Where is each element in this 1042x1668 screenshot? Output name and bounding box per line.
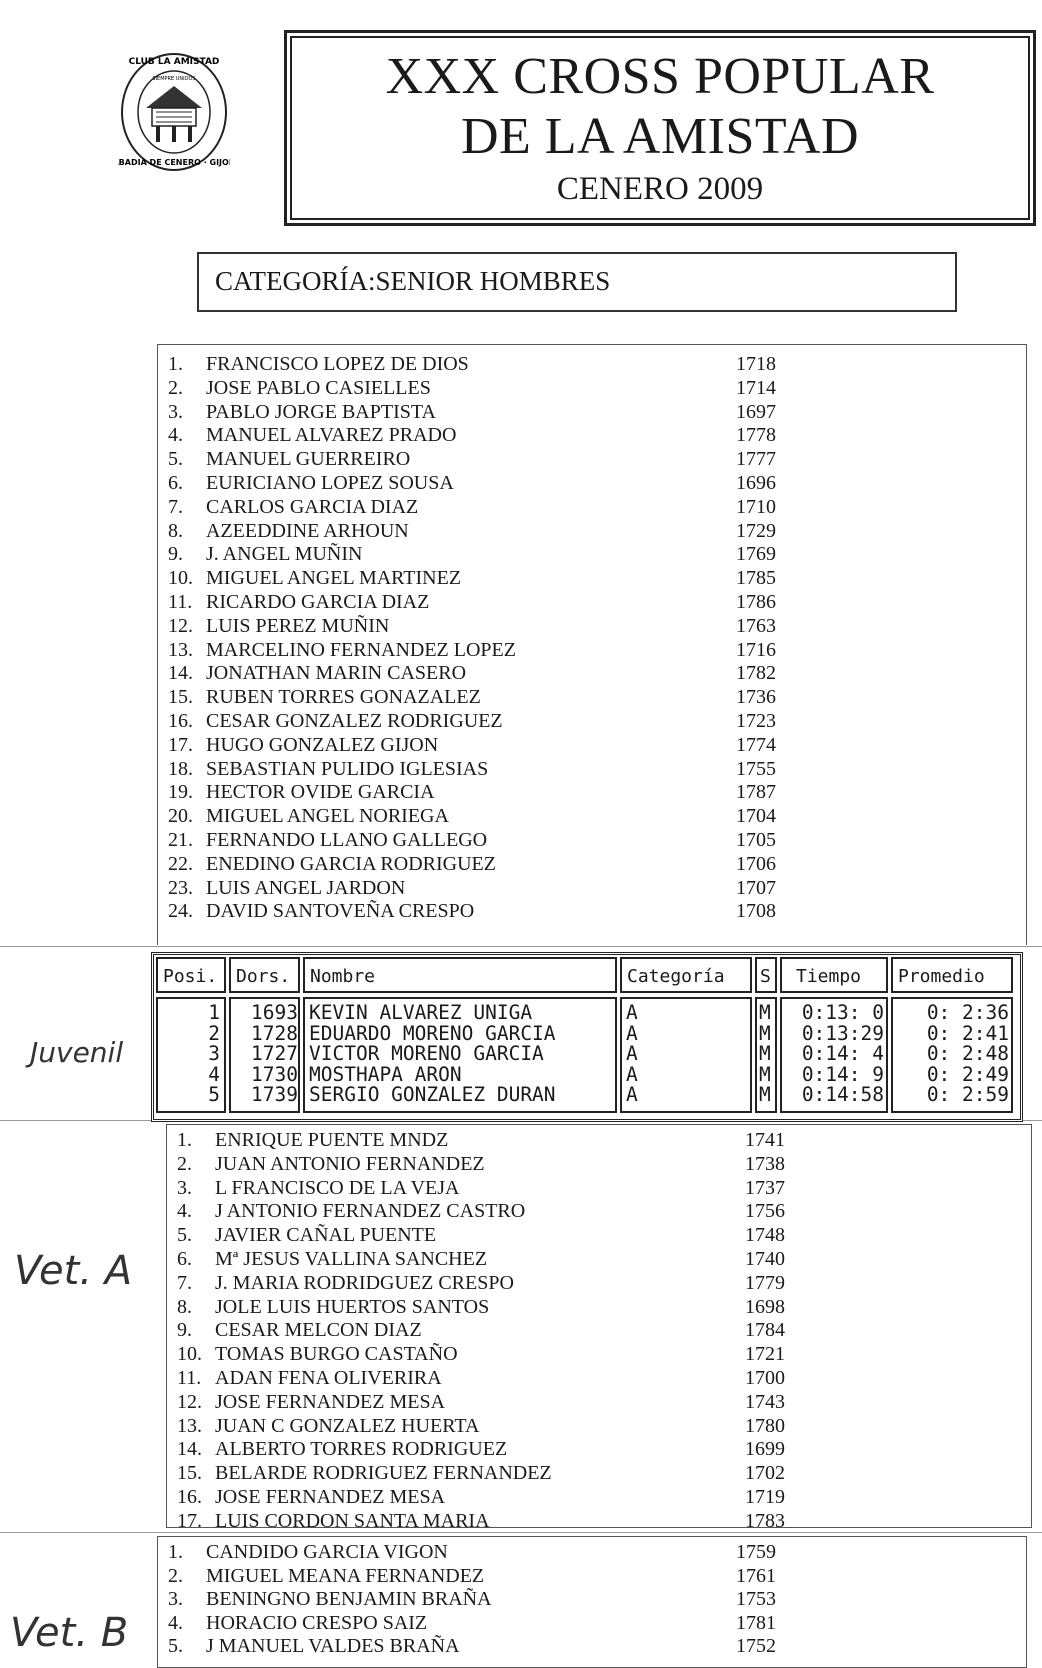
juvenil-bib: 1727 xyxy=(251,1042,298,1065)
senior-results-list xyxy=(157,344,1027,945)
club-logo xyxy=(118,50,230,174)
runner-name: ENEDINO GARCIA RODRIGUEZ xyxy=(206,852,496,875)
runner-name: JOSE PABLO CASIELLES xyxy=(206,376,431,399)
bib-number: 1777 xyxy=(736,448,776,471)
position-number: 9. xyxy=(168,543,183,566)
runner-name: BENINGNO BENJAMIN BRAÑA xyxy=(206,1588,492,1610)
runner-name: J MANUEL VALDES BRAÑA xyxy=(206,1635,460,1657)
title-date-line: CENERO 2009 xyxy=(556,171,764,207)
juvenil-position: 2 xyxy=(208,1021,220,1045)
position-number: 12. xyxy=(177,1390,202,1413)
position-number: 5. xyxy=(177,1224,192,1247)
runner-name: Mª JESUS VALLINA SANCHEZ xyxy=(215,1248,488,1270)
list-row xyxy=(158,543,1026,567)
svg-text:ABADIA DE CENERO · GIJON: ABADIA DE CENERO · GIJON xyxy=(118,158,230,167)
veta-results-list xyxy=(166,1124,1032,1528)
list-row xyxy=(167,1153,1031,1177)
juvenil-bib: 1730 xyxy=(251,1062,298,1086)
bib-number: 1741 xyxy=(745,1129,785,1151)
position-number: 10. xyxy=(177,1343,202,1366)
paper-strip-edge xyxy=(0,1532,1042,1533)
runner-name: JUAN C GONZALEZ HUERTA xyxy=(215,1414,480,1437)
juvenil-runner-name: MOSTHAPA ARON xyxy=(309,1062,462,1086)
category-box xyxy=(197,252,957,312)
list-row xyxy=(167,1248,1031,1272)
position-number: 3. xyxy=(177,1176,192,1199)
runner-name: L FRANCISCO DE LA VEJA xyxy=(215,1176,460,1199)
runner-name: JOSE FERNANDEZ MESA xyxy=(215,1390,446,1413)
position-number: 22. xyxy=(168,852,193,875)
runner-name: HORACIO CRESPO SAIZ xyxy=(206,1611,428,1634)
position-number: 4. xyxy=(168,424,183,447)
bib-number: 1729 xyxy=(736,519,776,542)
bib-number: 1783 xyxy=(745,1509,785,1528)
position-number: 14. xyxy=(177,1438,202,1461)
position-number: 15. xyxy=(177,1462,202,1485)
juvenil-category: A xyxy=(626,1083,638,1106)
position-number: 6. xyxy=(168,472,183,494)
position-number: 16. xyxy=(168,710,193,732)
position-number: 11. xyxy=(177,1367,202,1389)
list-row xyxy=(158,805,1026,829)
juvenil-bib: 1739 xyxy=(251,1083,298,1106)
bib-number: 1718 xyxy=(736,353,776,375)
juvenil-category: A xyxy=(626,1021,638,1045)
runner-name: JONATHAN MARIN CASERO xyxy=(206,662,467,685)
bib-number: 1699 xyxy=(745,1438,785,1461)
runner-name: JAVIER CAÑAL PUENTE xyxy=(215,1224,437,1247)
list-row xyxy=(158,401,1026,425)
list-row xyxy=(158,1541,1026,1565)
position-number: 23. xyxy=(168,876,193,899)
header-categoria: Categoría xyxy=(620,957,752,993)
list-row xyxy=(158,472,1026,496)
list-row xyxy=(167,1296,1031,1320)
list-row xyxy=(158,734,1026,758)
juvenil-average: 0: 2:41 xyxy=(926,1021,1009,1045)
bib-number: 1714 xyxy=(736,376,776,399)
position-number: 9. xyxy=(177,1319,192,1342)
bib-number: 1787 xyxy=(736,781,776,804)
bib-number: 1705 xyxy=(736,829,776,851)
category-label: CATEGORÍA:SENIOR HOMBRES xyxy=(215,266,611,296)
bib-number: 1761 xyxy=(736,1564,776,1587)
paper-strip-edge xyxy=(0,946,1042,947)
list-row xyxy=(158,781,1026,805)
juvenil-time: 0:14: 4 xyxy=(801,1042,884,1065)
runner-name: LUIS ANGEL JARDON xyxy=(206,876,406,899)
position-number: 2. xyxy=(168,1564,183,1587)
bib-number: 1781 xyxy=(736,1611,776,1634)
list-row xyxy=(158,710,1026,734)
position-number: 13. xyxy=(168,638,193,661)
list-row xyxy=(158,900,1026,924)
list-row xyxy=(167,1177,1031,1201)
list-row xyxy=(158,877,1026,901)
position-number: 14. xyxy=(168,662,193,685)
position-number: 15. xyxy=(168,686,193,709)
bib-number: 1704 xyxy=(736,805,776,828)
bib-number: 1755 xyxy=(736,757,776,780)
list-row xyxy=(167,1200,1031,1224)
header-dors: Dors. xyxy=(229,957,300,993)
bib-number: 1737 xyxy=(745,1176,785,1199)
runner-name: PABLO JORGE BAPTISTA xyxy=(206,400,436,423)
position-number: 6. xyxy=(177,1248,192,1270)
runner-name: LUIS PEREZ MUÑIN xyxy=(206,614,390,637)
juvenil-average: 0: 2:36 xyxy=(926,1001,1009,1024)
handwritten-veta-label: Vet. A xyxy=(14,1248,133,1294)
juvenil-position: 1 xyxy=(208,1001,220,1024)
runner-name: SEBASTIAN PULIDO IGLESIAS xyxy=(206,757,489,780)
juvenil-time: 0:14: 9 xyxy=(801,1062,884,1086)
juvenil-average: 0: 2:49 xyxy=(926,1062,1009,1086)
position-number: 4. xyxy=(168,1611,183,1634)
bib-number: 1780 xyxy=(745,1414,785,1437)
juvenil-average: 0: 2:48 xyxy=(926,1042,1009,1065)
runner-name: HECTOR OVIDE GARCIA xyxy=(206,781,435,804)
position-number: 2. xyxy=(177,1152,192,1175)
juvenil-runner-name: KEVIN ALVAREZ UNIGA xyxy=(309,1001,533,1024)
juvenil-position: 3 xyxy=(208,1042,220,1065)
list-row xyxy=(158,1635,1026,1659)
bib-number: 1752 xyxy=(736,1635,776,1657)
position-number: 3. xyxy=(168,1588,183,1610)
list-row xyxy=(158,1565,1026,1589)
runner-name: DAVID SANTOVEÑA CRESPO xyxy=(206,900,475,923)
runner-name: ENRIQUE PUENTE MNDZ xyxy=(215,1129,449,1151)
list-row xyxy=(158,496,1026,520)
position-number: 4. xyxy=(177,1200,192,1223)
list-row xyxy=(167,1510,1031,1528)
position-number: 8. xyxy=(177,1295,192,1318)
juvenil-results-table xyxy=(151,952,1023,1122)
header-sexo: S xyxy=(755,957,777,993)
position-number: 13. xyxy=(177,1414,202,1437)
list-row xyxy=(167,1224,1031,1248)
runner-name: J. MARIA RODRIDGUEZ CRESPO xyxy=(215,1271,514,1294)
runner-name: CESAR GONZALEZ RODRIGUEZ xyxy=(206,710,503,732)
bib-number: 1736 xyxy=(736,686,776,709)
bib-number: 1763 xyxy=(736,614,776,637)
bib-number: 1721 xyxy=(745,1343,785,1366)
runner-name: RICARDO GARCIA DIAZ xyxy=(206,591,430,613)
list-row xyxy=(158,448,1026,472)
header-nombre: Nombre xyxy=(303,957,617,993)
juvenil-category: A xyxy=(626,1001,638,1024)
bib-number: 1697 xyxy=(736,400,776,423)
juvenil-time: 0:13:29 xyxy=(801,1021,884,1045)
svg-text:SIEMPRE UNIDOS: SIEMPRE UNIDOS xyxy=(152,76,196,82)
list-row xyxy=(167,1391,1031,1415)
bib-number: 1723 xyxy=(736,710,776,732)
juvenil-runner-name: VICTOR MORENO GARCIA xyxy=(309,1042,544,1065)
title-line-2: DE LA AMISTAD xyxy=(460,108,860,165)
juvenil-category: A xyxy=(626,1062,638,1086)
title-box xyxy=(284,30,1036,226)
list-row xyxy=(158,567,1026,591)
position-number: 19. xyxy=(168,781,193,804)
juvenil-sex: M xyxy=(759,1021,771,1045)
position-number: 5. xyxy=(168,1635,183,1657)
bib-number: 1740 xyxy=(745,1248,785,1270)
bib-number: 1753 xyxy=(736,1588,776,1610)
header-tiempo: Tiempo xyxy=(780,957,888,993)
bib-number: 1716 xyxy=(736,638,776,661)
juvenil-bib: 1728 xyxy=(251,1021,298,1045)
runner-name: AZEEDDINE ARHOUN xyxy=(206,519,409,542)
list-row xyxy=(167,1462,1031,1486)
position-number: 1. xyxy=(168,353,183,375)
juvenil-position: 4 xyxy=(208,1062,220,1086)
juvenil-bib: 1693 xyxy=(251,1001,298,1024)
list-row xyxy=(167,1415,1031,1439)
runner-name: MARCELINO FERNANDEZ LOPEZ xyxy=(206,638,516,661)
list-row xyxy=(158,639,1026,663)
position-number: 17. xyxy=(168,733,193,756)
bib-number: 1786 xyxy=(736,591,776,613)
header-promedio: Promedio xyxy=(891,957,1013,993)
list-row xyxy=(158,686,1026,710)
position-number: 7. xyxy=(168,495,183,518)
runner-name: CANDIDO GARCIA VIGON xyxy=(206,1541,448,1563)
runner-name: BELARDE RODRIGUEZ FERNANDEZ xyxy=(215,1462,552,1485)
runner-name: MIGUEL ANGEL NORIEGA xyxy=(206,805,449,828)
list-row xyxy=(167,1272,1031,1296)
runner-name: ALBERTO TORRES RODRIGUEZ xyxy=(215,1438,508,1461)
runner-name: LUIS CORDON SANTA MARIA xyxy=(215,1509,490,1528)
bib-number: 1778 xyxy=(736,424,776,447)
list-row xyxy=(167,1343,1031,1367)
list-row xyxy=(158,520,1026,544)
bib-number: 1748 xyxy=(745,1224,785,1247)
position-number: 2. xyxy=(168,376,183,399)
juvenil-sex: M xyxy=(759,1062,771,1086)
bib-number: 1759 xyxy=(736,1541,776,1563)
runner-name: JUAN ANTONIO FERNANDEZ xyxy=(215,1152,485,1175)
list-row xyxy=(158,829,1026,853)
list-row xyxy=(167,1319,1031,1343)
juvenil-runner-name: SERGIO GONZALEZ DURAN xyxy=(309,1083,556,1106)
position-number: 21. xyxy=(168,829,193,851)
juvenil-sex: M xyxy=(759,1001,771,1024)
list-row xyxy=(158,615,1026,639)
bib-number: 1756 xyxy=(745,1200,785,1223)
bib-number: 1784 xyxy=(745,1319,785,1342)
handwritten-vetb-label: Vet. B xyxy=(10,1610,129,1656)
bib-number: 1779 xyxy=(745,1271,785,1294)
position-number: 5. xyxy=(168,448,183,471)
bib-number: 1785 xyxy=(736,567,776,590)
juvenil-average: 0: 2:59 xyxy=(926,1083,1009,1106)
position-number: 1. xyxy=(177,1129,192,1151)
runner-name: JOSE FERNANDEZ MESA xyxy=(215,1486,446,1508)
list-row xyxy=(167,1438,1031,1462)
runner-name: MANUEL GUERREIRO xyxy=(206,448,411,471)
position-number: 18. xyxy=(168,757,193,780)
list-row xyxy=(158,758,1026,782)
runner-name: HUGO GONZALEZ GIJON xyxy=(206,733,439,756)
juvenil-category: A xyxy=(626,1042,638,1065)
svg-text:CLUB LA AMISTAD: CLUB LA AMISTAD xyxy=(128,57,220,67)
runner-name: FRANCISCO LOPEZ DE DIOS xyxy=(206,353,469,375)
position-number: 11. xyxy=(168,591,193,613)
list-row xyxy=(167,1486,1031,1510)
position-number: 16. xyxy=(177,1486,202,1508)
list-row xyxy=(167,1367,1031,1391)
bib-number: 1774 xyxy=(736,733,776,756)
position-number: 17. xyxy=(177,1509,202,1528)
bib-number: 1743 xyxy=(745,1390,785,1413)
runner-name: MANUEL ALVAREZ PRADO xyxy=(206,424,457,447)
juvenil-runner-name: EDUARDO MORENO GARCIA xyxy=(309,1021,556,1045)
bib-number: 1702 xyxy=(745,1462,785,1485)
list-row xyxy=(158,853,1026,877)
runner-name: MIGUEL ANGEL MARTINEZ xyxy=(206,567,462,590)
position-number: 8. xyxy=(168,519,183,542)
runner-name: RUBEN TORRES GONAZALEZ xyxy=(206,686,481,709)
bib-number: 1696 xyxy=(736,472,776,494)
position-number: 12. xyxy=(168,614,193,637)
runner-name: JOLE LUIS HUERTOS SANTOS xyxy=(215,1295,490,1318)
position-number: 1. xyxy=(168,1541,183,1563)
bib-number: 1700 xyxy=(745,1367,785,1389)
list-row xyxy=(158,377,1026,401)
position-number: 7. xyxy=(177,1271,192,1294)
list-row xyxy=(158,1588,1026,1612)
bib-number: 1782 xyxy=(736,662,776,685)
runner-name: ADAN FENA OLIVERIRA xyxy=(215,1367,442,1389)
bib-number: 1738 xyxy=(745,1152,785,1175)
list-row xyxy=(158,1612,1026,1636)
list-row xyxy=(158,424,1026,448)
bib-number: 1769 xyxy=(736,543,776,566)
position-number: 20. xyxy=(168,805,193,828)
handwritten-juvenil-label: Juvenil xyxy=(30,1036,124,1069)
position-number: 10. xyxy=(168,567,193,590)
list-row xyxy=(158,662,1026,686)
bib-number: 1706 xyxy=(736,852,776,875)
runner-name: CESAR MELCON DIAZ xyxy=(215,1319,422,1342)
header-posi: Posi. xyxy=(156,957,226,993)
bib-number: 1707 xyxy=(736,876,776,899)
list-row xyxy=(158,353,1026,377)
runner-name: J ANTONIO FERNANDEZ CASTRO xyxy=(215,1200,526,1223)
juvenil-sex: M xyxy=(759,1042,771,1065)
juvenil-time: 0:13: 0 xyxy=(801,1001,884,1024)
title-line-1: XXX CROSS POPULAR xyxy=(385,48,935,105)
juvenil-sex: M xyxy=(759,1083,771,1106)
runner-name: J. ANGEL MUÑIN xyxy=(206,543,363,566)
vetb-results-list xyxy=(157,1536,1027,1668)
runner-name: TOMAS BURGO CASTAÑO xyxy=(215,1343,458,1366)
runner-name: EURICIANO LOPEZ SOUSA xyxy=(206,472,454,494)
runner-name: FERNANDO LLANO GALLEGO xyxy=(206,829,488,851)
position-number: 3. xyxy=(168,400,183,423)
runner-name: MIGUEL MEANA FERNANDEZ xyxy=(206,1564,485,1587)
bib-number: 1719 xyxy=(745,1486,785,1508)
list-row xyxy=(167,1129,1031,1153)
runner-name: CARLOS GARCIA DIAZ xyxy=(206,495,419,518)
juvenil-position: 5 xyxy=(208,1083,220,1106)
bib-number: 1710 xyxy=(736,495,776,518)
list-row xyxy=(158,591,1026,615)
bib-number: 1708 xyxy=(736,900,776,923)
position-number: 24. xyxy=(168,900,193,923)
juvenil-time: 0:14:58 xyxy=(801,1083,884,1106)
bib-number: 1698 xyxy=(745,1295,785,1318)
